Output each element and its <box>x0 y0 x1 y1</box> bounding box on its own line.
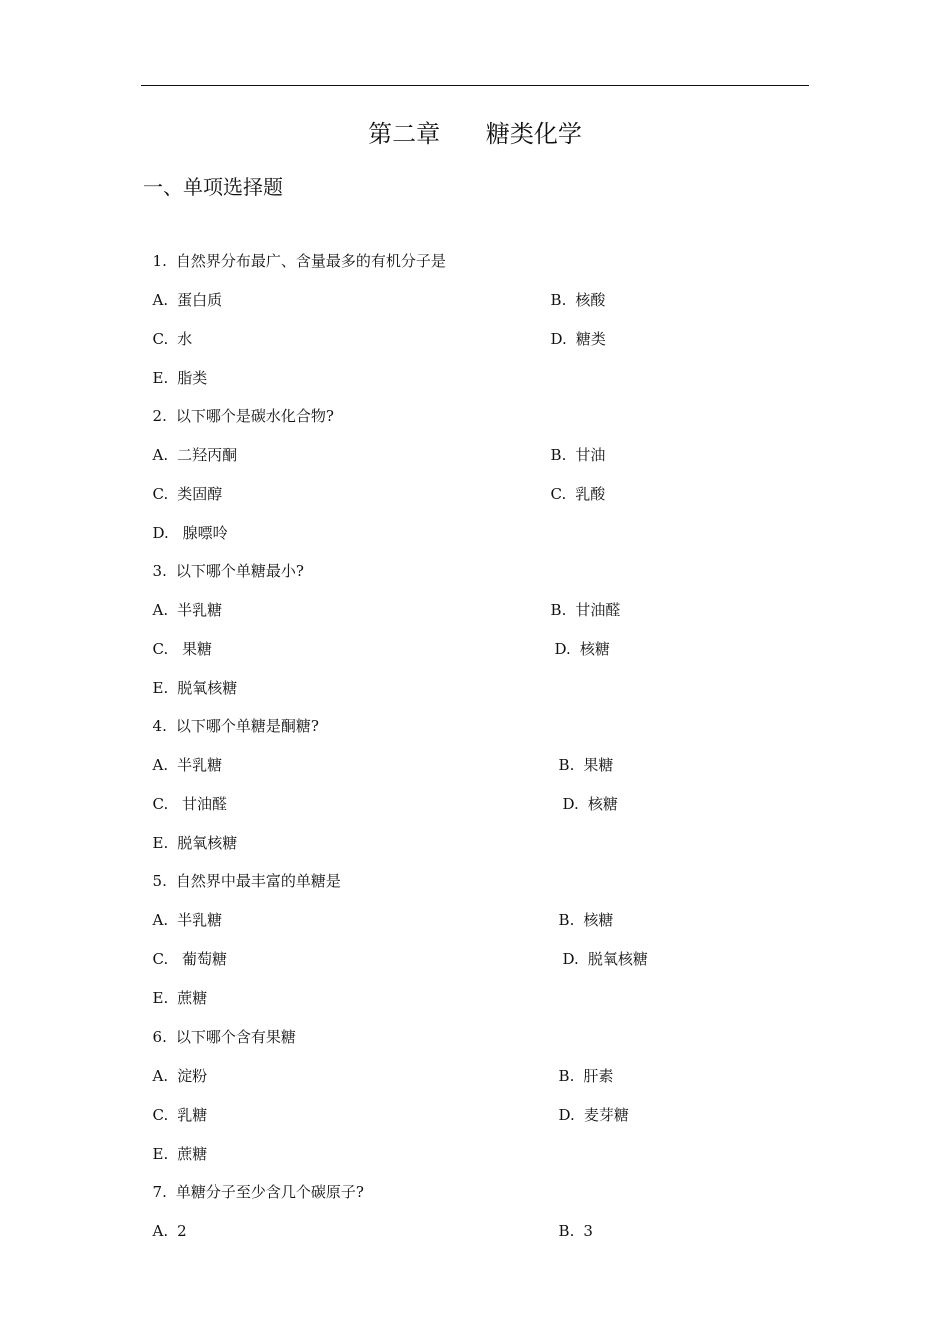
option-label: D. <box>554 640 571 658</box>
option-label: B. <box>558 1222 575 1240</box>
q5-option-d <box>553 926 648 970</box>
question-3 <box>143 538 304 582</box>
q1-option-a <box>143 267 222 311</box>
q3-option-b <box>541 577 620 621</box>
option-label: A. <box>152 446 169 464</box>
q2-option-a <box>143 422 237 466</box>
option-label: E. <box>152 369 169 387</box>
option-label: B. <box>550 291 567 309</box>
option-label: C. <box>550 485 567 503</box>
option-text: 糖类 <box>575 330 606 348</box>
option-text: 脂类 <box>177 369 208 387</box>
question-number: 2. <box>152 407 167 425</box>
option-text: 水 <box>177 330 193 348</box>
q3-option-c <box>143 616 212 660</box>
option-label: E. <box>152 1145 169 1163</box>
option-text: 半乳糖 <box>177 601 223 619</box>
option-label: D. <box>550 330 567 348</box>
option-text: 脱氧核糖 <box>587 950 648 968</box>
question-number: 4. <box>152 717 167 735</box>
q4-option-d <box>553 771 618 815</box>
option-text: 淀粉 <box>177 1067 208 1085</box>
question-number: 7. <box>152 1183 167 1201</box>
option-label: E. <box>152 679 169 697</box>
option-text: 乳糖 <box>177 1106 208 1124</box>
q6-option-d <box>549 1082 629 1126</box>
q5-option-c <box>143 926 227 970</box>
option-label: A. <box>152 1222 169 1240</box>
option-label: C. <box>152 795 169 813</box>
question-text: 以下哪个含有果糖 <box>175 1028 296 1046</box>
option-label: B. <box>558 1067 575 1085</box>
q2-option-c2 <box>541 461 605 505</box>
q6-option-c <box>143 1082 207 1126</box>
q1-option-b <box>541 267 605 311</box>
option-text: 麦芽糖 <box>583 1106 629 1124</box>
q4-option-a <box>143 732 222 776</box>
option-text: 蔗糖 <box>177 989 208 1007</box>
option-label: B. <box>550 601 567 619</box>
question-number: 5. <box>152 872 167 890</box>
q1-option-c <box>143 306 192 350</box>
question-text: 自然界中最丰富的单糖是 <box>175 872 341 890</box>
question-6 <box>143 1004 296 1048</box>
option-text: 甘油醛 <box>177 795 228 813</box>
q2-option-b <box>541 422 605 466</box>
option-text: 甘油 <box>575 446 606 464</box>
option-text: 果糖 <box>583 756 614 774</box>
option-text: 果糖 <box>177 640 213 658</box>
question-4 <box>143 693 319 737</box>
option-text: 甘油醛 <box>575 601 621 619</box>
option-label: D. <box>558 1106 575 1124</box>
option-label: B. <box>558 756 575 774</box>
option-label: E. <box>152 989 169 1007</box>
question-number: 3. <box>152 562 167 580</box>
option-text: 核酸 <box>575 291 606 309</box>
question-5 <box>143 848 341 892</box>
question-number: 1. <box>152 252 167 270</box>
option-label: C. <box>152 950 169 968</box>
option-label: E. <box>152 834 169 852</box>
question-text: 以下哪个是碳水化合物? <box>175 407 334 425</box>
option-text: 蛋白质 <box>177 291 223 309</box>
q2-option-c1 <box>143 461 222 505</box>
option-text: 半乳糖 <box>177 756 223 774</box>
option-text: 核糖 <box>579 640 610 658</box>
option-text: 脱氧核糖 <box>177 679 238 697</box>
q5-option-e <box>143 965 207 1009</box>
question-text: 以下哪个单糖是酮糖? <box>175 717 319 735</box>
option-label: C. <box>152 485 169 503</box>
q4-option-c <box>143 771 227 815</box>
q3-option-d <box>545 616 610 660</box>
q5-option-a <box>143 887 222 931</box>
q1-option-d <box>541 306 606 350</box>
option-label: A. <box>152 911 169 929</box>
header-rule <box>141 85 809 86</box>
option-text: 核糖 <box>583 911 614 929</box>
q5-option-b <box>549 887 613 931</box>
section-title: 一、单项选择题 <box>143 175 283 199</box>
option-text: 肝素 <box>583 1067 614 1085</box>
option-text: 腺嘌呤 <box>177 524 228 542</box>
option-label: A. <box>152 291 169 309</box>
option-label: B. <box>558 911 575 929</box>
q6-option-b <box>549 1043 613 1087</box>
chapter-title: 第二章 糖类化学 <box>368 120 582 148</box>
question-text: 单糖分子至少含几个碳原子? <box>175 1183 364 1201</box>
question-2 <box>143 383 334 427</box>
q4-option-b <box>549 732 613 776</box>
question-1 <box>143 228 446 272</box>
question-text: 以下哪个单糖最小? <box>175 562 304 580</box>
q3-option-a <box>143 577 222 621</box>
option-label: C. <box>152 330 169 348</box>
option-label: A. <box>152 756 169 774</box>
option-label: D. <box>562 795 579 813</box>
option-text: 乳酸 <box>575 485 606 503</box>
question-text: 自然界分布最广、含量最多的有机分子是 <box>175 252 446 270</box>
q6-option-a <box>143 1043 207 1087</box>
option-label: B. <box>550 446 567 464</box>
option-label: D. <box>152 524 169 542</box>
option-text: 3 <box>583 1222 593 1240</box>
option-text: 脱氧核糖 <box>177 834 238 852</box>
option-text: 核糖 <box>587 795 618 813</box>
question-7 <box>143 1159 364 1203</box>
option-text: 蔗糖 <box>177 1145 208 1163</box>
option-text: 2 <box>177 1222 187 1240</box>
option-label: A. <box>152 1067 169 1085</box>
option-label: A. <box>152 601 169 619</box>
option-text: 类固醇 <box>177 485 223 503</box>
q7-option-b <box>549 1198 593 1242</box>
option-text: 二羟丙酮 <box>177 446 238 464</box>
question-number: 6. <box>152 1028 167 1046</box>
q7-option-a <box>143 1198 187 1242</box>
option-label: C. <box>152 640 169 658</box>
option-label: D. <box>562 950 579 968</box>
option-text: 半乳糖 <box>177 911 223 929</box>
option-label: C. <box>152 1106 169 1124</box>
option-text: 葡萄糖 <box>177 950 228 968</box>
